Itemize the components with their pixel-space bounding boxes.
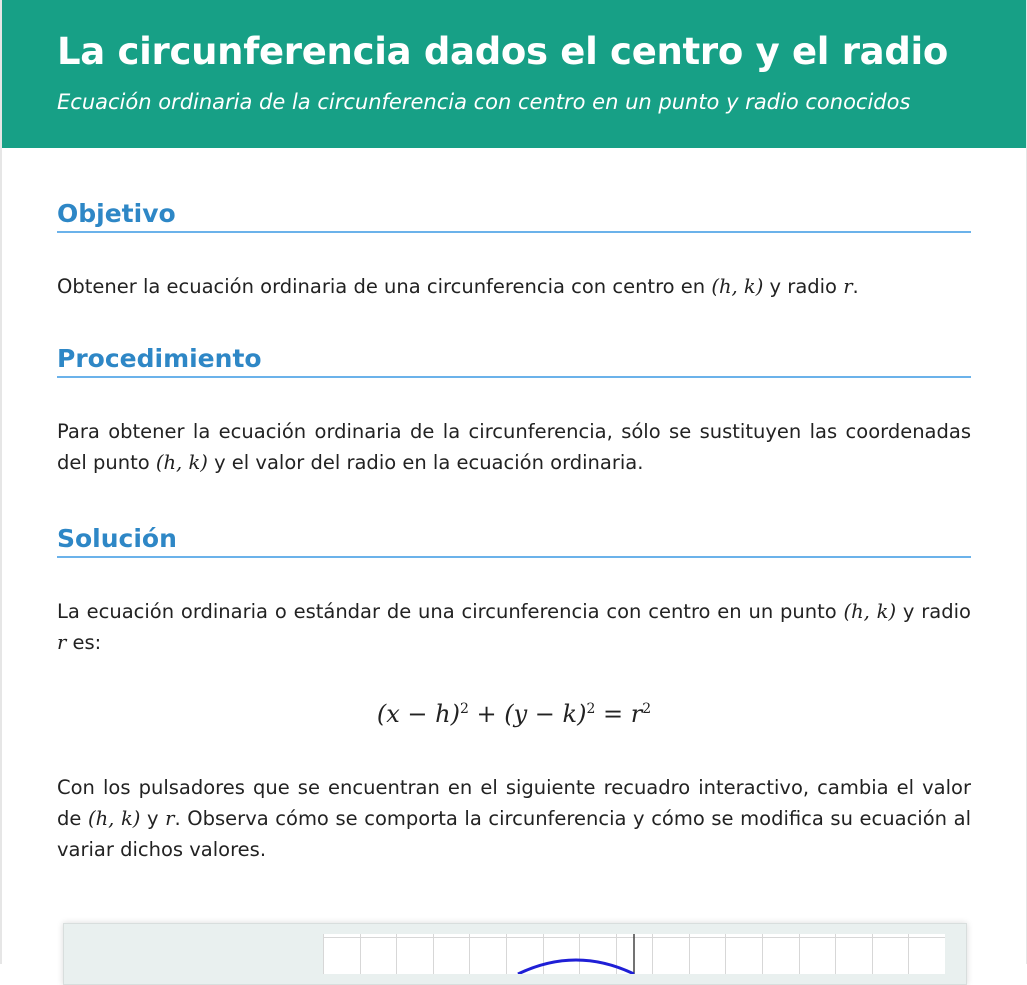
solucion-instructions-text: Con los pulsadores que se encuentran en el siguiente recuadro interactivo, cambia el valor de (h, k) y r. Observa cómo se comporta la circunferencia y cómo se modifica su ecuación al variar dichos valores. <box>57 776 971 861</box>
page-title: La circunferencia dados el centro y el radio <box>57 30 949 73</box>
procedimiento-text: Para obtener la ecuación ordinaria de la circunferencia, sólo se sustituyen las coordenadas del punto (h, k) y el valor del radio en la ecuación ordinaria. <box>57 420 971 474</box>
main-content <box>57 148 971 865</box>
applet-graph-area[interactable] <box>323 934 945 974</box>
section-title-objetivo: Objetivo <box>57 199 971 233</box>
interactive-applet[interactable] <box>63 923 967 985</box>
objetivo-text: Obtener la ecuación ordinaria de una circunferencia con centro en (h, k) y radio r. <box>57 275 859 298</box>
solucion-intro-text: La ecuación ordinaria o estándar de una circunferencia con centro en un punto (h, k) y radio r es: <box>57 600 971 654</box>
ordinary-equation: $(x - h)^2 + (y - k)^2 = r^2$ <box>376 700 652 728</box>
page-header <box>2 0 1026 148</box>
section-title-procedimiento: Procedimiento <box>57 344 971 378</box>
page-subtitle: Ecuación ordinaria de la circunferencia con centro en un punto y radio conocidos <box>57 90 911 114</box>
section-title-solucion: Solución <box>57 524 971 558</box>
applet-graph <box>323 934 945 974</box>
